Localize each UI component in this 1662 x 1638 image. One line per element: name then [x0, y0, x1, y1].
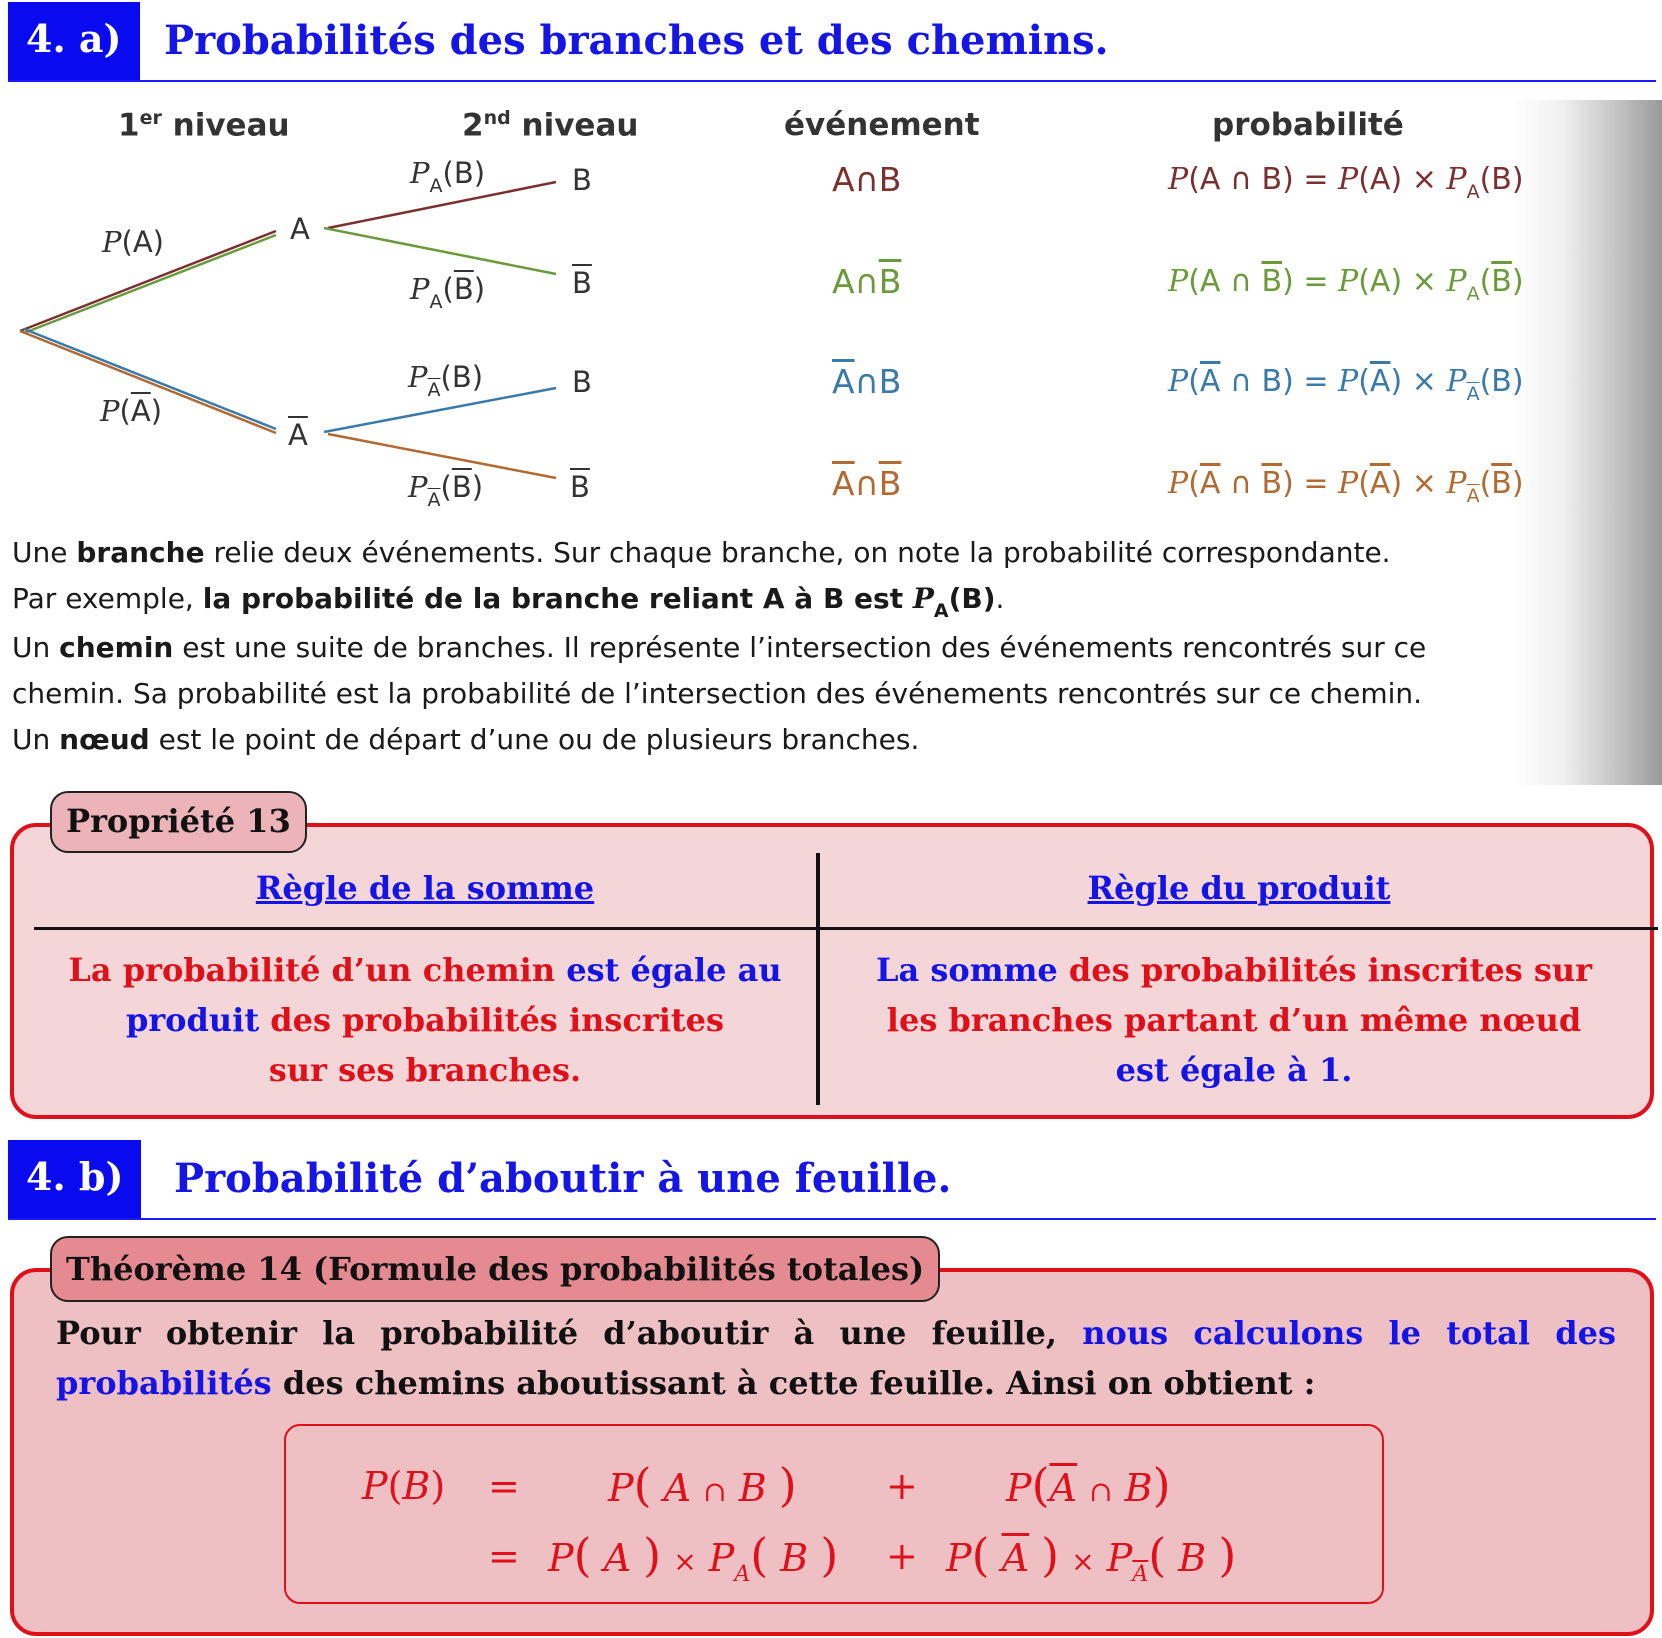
b: B: [1491, 162, 1512, 197]
t: La somme: [875, 951, 1058, 989]
b-bar: $\overline{B}$: [451, 470, 472, 504]
label-p-a-bar: [100, 394, 162, 428]
a-bar: $\overline{A}$: [1001, 1536, 1030, 1580]
open: (: [1479, 264, 1492, 299]
section-b-title: Probabilité d’aboutir à une feuille.: [174, 1155, 952, 1202]
t: des probabilités inscrites: [259, 1001, 725, 1039]
term-pabar-times-pabarb: [946, 1528, 1237, 1587]
t-bold: la probabilité de la branche reliant A à B est: [202, 582, 913, 615]
node-a: A: [290, 212, 310, 246]
sub-a: A: [734, 1562, 751, 1587]
label-pabar-b: [408, 360, 484, 401]
header-event: événement: [784, 107, 980, 143]
t: Un: [12, 723, 60, 756]
a-bar: $\overline{A}$: [1199, 466, 1221, 501]
para-line-5: [12, 717, 1632, 763]
p: P: [102, 225, 122, 259]
open: (: [1031, 1458, 1050, 1512]
times: ×: [1402, 466, 1447, 501]
cap: ∩: [1220, 264, 1262, 299]
event-abar-cap-bbar: [832, 464, 901, 503]
eq: =: [1293, 364, 1338, 399]
open: (: [1479, 364, 1492, 399]
t-bold: (B): [948, 582, 996, 615]
b: B: [738, 1466, 767, 1510]
t: Par exemple,: [12, 582, 203, 615]
ev-right: B: [878, 160, 902, 199]
node-b-2: B: [572, 365, 592, 399]
section-a-number: 4. a): [8, 2, 140, 80]
term-p-abar-cap-b: [1006, 1458, 1171, 1512]
event-abar-cap-b: [832, 362, 901, 401]
node-a-bar: $\overline{A}$: [288, 418, 308, 452]
label-p-a: [102, 225, 164, 259]
h1-sup: er: [139, 107, 162, 129]
p: P: [608, 1466, 634, 1510]
times: ×: [673, 1545, 697, 1578]
para-line-2: [12, 576, 1632, 625]
close: ): [473, 272, 486, 306]
open: (: [1479, 162, 1492, 197]
header-probability: probabilité: [1212, 107, 1404, 143]
p: P: [708, 1536, 735, 1580]
close: ): [1218, 1528, 1237, 1582]
p: P: [1006, 1466, 1032, 1510]
open: (: [387, 1464, 403, 1508]
h1-rest: niveau: [161, 107, 290, 144]
property-13-box: [10, 823, 1654, 1119]
b-bar: $\overline{B}$: [1261, 264, 1283, 299]
ev-op: ∩: [854, 262, 879, 301]
ev-left: $\overline{A}$: [832, 362, 855, 401]
para-line-1: [12, 530, 1632, 576]
p: P: [548, 1536, 574, 1580]
ev-right: $\overline{B}$: [878, 464, 902, 503]
t: sur ses branches.: [268, 1051, 582, 1089]
sub-a-bar: A: [427, 379, 441, 401]
p: P: [408, 470, 428, 504]
section-b-number: 4. b): [8, 1140, 141, 1218]
p: P: [1106, 1536, 1133, 1580]
sub-a: A: [1466, 181, 1480, 203]
label-pa-b-bar: [410, 272, 486, 313]
p: P: [1168, 162, 1189, 197]
p: P: [410, 272, 430, 306]
section-b-header: [8, 1140, 1656, 1220]
close: ): [1390, 364, 1403, 399]
event-a-cap-bbar: [832, 262, 901, 301]
p: P: [1446, 264, 1467, 299]
branch-a-bbar: [324, 228, 556, 274]
product-rule-text: [820, 945, 1648, 1095]
open: (: [1358, 364, 1370, 399]
cap: ∩: [1220, 162, 1262, 197]
h2-base: 2: [462, 107, 484, 144]
open: (: [1358, 162, 1370, 197]
ev-op: ∩: [854, 464, 879, 503]
b-bar: $\overline{B}$: [1261, 466, 1283, 501]
p: P: [1446, 162, 1467, 197]
cap: ∩: [1089, 1475, 1113, 1508]
paren-b: (B): [442, 156, 486, 190]
heading-rule: [34, 927, 1658, 930]
a: A: [1199, 264, 1221, 299]
label-pabar-b-bar: [408, 470, 484, 511]
probability-tree-figure: [0, 100, 1662, 785]
cap: ∩: [703, 1475, 727, 1508]
sub-a: A: [429, 291, 443, 313]
a-bar: $\overline{A}$: [130, 394, 151, 428]
open: (: [1358, 264, 1370, 299]
ev-op: ∩: [854, 160, 879, 199]
b: B: [402, 1464, 431, 1508]
ev-left: A: [832, 160, 855, 199]
theorem-statement: [56, 1308, 1616, 1408]
ev-left: $\overline{A}$: [832, 464, 855, 503]
close: ): [1511, 364, 1524, 399]
open: (: [1148, 1528, 1167, 1582]
p: P: [1446, 466, 1467, 501]
t: La probabilité d’un chemin: [68, 951, 567, 989]
t: est une suite de branches. Il représente l’intersection des événements rencontrés sur ce: [173, 631, 1427, 664]
a-bar: $\overline{A}$: [1199, 364, 1221, 399]
node-b-bar-1: $\overline{B}$: [572, 266, 592, 300]
paren-a: (A): [121, 225, 164, 259]
times: ×: [1071, 1545, 1095, 1578]
p: P: [1338, 364, 1359, 399]
b-bar: $\overline{B}$: [1491, 264, 1512, 299]
t: .: [995, 582, 1005, 615]
h2-sup: nd: [483, 107, 511, 129]
theorem-14-tag: Théorème 14 (Formule des probabilités totales): [50, 1236, 940, 1302]
t: Une: [12, 536, 77, 569]
b-bar: $\overline{B}$: [1491, 466, 1512, 501]
p: P: [946, 1536, 972, 1580]
sub-a-bar: A: [1132, 1562, 1149, 1587]
close: ): [150, 394, 163, 428]
t: relie deux événements. Sur chaque branche, on note la probabilité correspondante.: [204, 536, 1391, 569]
times: ×: [1402, 264, 1447, 299]
sum-rule-text: [34, 945, 816, 1095]
p: P: [1446, 364, 1467, 399]
term-pa-times-pab: [548, 1528, 839, 1587]
paren-b: (B): [440, 360, 484, 394]
t: des probabilités inscrites sur: [1057, 951, 1593, 989]
close: ): [1282, 264, 1294, 299]
sub-a: A: [1466, 283, 1480, 305]
p: P: [1168, 364, 1189, 399]
close: ): [820, 1528, 839, 1582]
open: (: [1188, 364, 1200, 399]
open: (: [573, 1528, 592, 1582]
b-bar: $\overline{B}$: [453, 272, 474, 306]
eq: =: [1293, 162, 1338, 197]
sub-a-bar: A: [427, 489, 441, 511]
plus-1: +: [886, 1464, 918, 1508]
b: B: [1261, 364, 1283, 399]
label-pa-b: [410, 156, 486, 197]
formula-abbar: [1168, 264, 1524, 305]
t: est égale à 1.: [1115, 1051, 1353, 1089]
event-a-cap-b: [832, 160, 901, 199]
close: ): [1041, 1528, 1060, 1582]
open: (: [1358, 466, 1370, 501]
times: ×: [1402, 162, 1447, 197]
ev-right: $\overline{B}$: [878, 262, 902, 301]
a-bar: $\overline{A}$: [1049, 1466, 1077, 1510]
open: (: [633, 1458, 652, 1512]
para-line-3: [12, 625, 1632, 671]
t: est égale au: [566, 951, 782, 989]
t: produit: [125, 1001, 260, 1039]
a-bar: $\overline{A}$: [1369, 466, 1391, 501]
p: P: [912, 582, 934, 615]
close: ): [471, 470, 484, 504]
close: ): [1152, 1458, 1171, 1512]
a: A: [663, 1466, 692, 1510]
close: ): [1511, 466, 1524, 501]
close: ): [1511, 162, 1524, 197]
open: (: [1188, 162, 1200, 197]
a: A: [1369, 264, 1391, 299]
b: B: [780, 1536, 809, 1580]
p: P: [1168, 264, 1189, 299]
formula-abarb: [1168, 364, 1524, 405]
p: P: [408, 360, 428, 394]
open: (: [119, 394, 131, 428]
p: P: [362, 1464, 388, 1508]
t: les branches partant d’un même nœud: [886, 1001, 1582, 1039]
close: ): [1390, 162, 1403, 197]
h1-base: 1: [118, 107, 140, 144]
node-b-1: B: [572, 163, 592, 197]
term-p-a-cap-b: [608, 1458, 797, 1512]
product-rule-heading: Règle du produit: [1087, 869, 1391, 907]
close: ): [1511, 264, 1524, 299]
total-probability-formula: [284, 1424, 1384, 1604]
cap: ∩: [1220, 364, 1262, 399]
section-a-header: [8, 2, 1656, 82]
ev-left: A: [832, 262, 855, 301]
a: A: [1199, 162, 1221, 197]
close: ): [1282, 364, 1294, 399]
sub-a: A: [429, 175, 443, 197]
close: ): [1282, 162, 1294, 197]
definitions-paragraph: [12, 530, 1632, 763]
t: est le point de départ d’une ou de plusieurs branches.: [149, 723, 920, 756]
header-level-1: [118, 107, 290, 143]
t: Un: [12, 631, 60, 664]
plus-2: +: [886, 1534, 918, 1578]
t: des chemins aboutissant à cette feuille. Ainsi on obtient :: [271, 1364, 1316, 1402]
open: (: [750, 1528, 769, 1582]
p: P: [1338, 466, 1359, 501]
h2-rest: niveau: [510, 107, 639, 144]
eq: =: [1293, 264, 1338, 299]
cap: ∩: [1220, 466, 1262, 501]
lhs-pb: [362, 1464, 445, 1508]
open: (: [971, 1528, 990, 1582]
term-chemin: chemin: [59, 631, 174, 664]
b: B: [1124, 1466, 1153, 1510]
p: P: [410, 156, 430, 190]
close: ): [430, 1464, 446, 1508]
sub: A: [933, 600, 949, 622]
close: ): [643, 1528, 662, 1582]
times: ×: [1402, 364, 1447, 399]
p: P: [100, 394, 120, 428]
close: ): [1282, 466, 1294, 501]
open: (: [1479, 466, 1492, 501]
a: A: [603, 1536, 632, 1580]
open: (: [440, 470, 452, 504]
p: P: [1338, 264, 1359, 299]
b: B: [1261, 162, 1283, 197]
p: P: [1338, 162, 1359, 197]
sum-rule-heading: Règle de la somme: [255, 869, 595, 907]
a-bar: $\overline{A}$: [1369, 364, 1391, 399]
t-blue: nous calculons le total des probabilités: [56, 1314, 1617, 1402]
section-a-title: Probabilités des branches et des chemins.: [164, 17, 1109, 64]
close: ): [1390, 466, 1403, 501]
open: (: [1188, 466, 1200, 501]
close: ): [778, 1458, 797, 1512]
property-13-tag: Propriété 13: [50, 791, 307, 853]
node-b-bar-2: $\overline{B}$: [570, 470, 590, 504]
eq: =: [1293, 466, 1338, 501]
b: B: [1491, 364, 1512, 399]
ev-op: ∩: [854, 362, 879, 401]
open: (: [1188, 264, 1200, 299]
close: ): [1390, 264, 1403, 299]
t: Pour obtenir la probabilité d’aboutir à une feuille,: [56, 1314, 1083, 1352]
eq-1: =: [488, 1464, 520, 1508]
header-level-2: [462, 107, 638, 143]
term-branche: branche: [76, 536, 205, 569]
term-noeud: nœud: [59, 723, 150, 756]
open: (: [442, 272, 454, 306]
ev-right: B: [878, 362, 902, 401]
sub-a-bar: A: [1466, 485, 1480, 507]
eq-2: =: [488, 1534, 520, 1578]
theorem-14-box: [10, 1268, 1654, 1636]
sub-a-bar: A: [1466, 383, 1480, 405]
b: B: [1178, 1536, 1207, 1580]
a: A: [1369, 162, 1391, 197]
formula-abarbbar: [1168, 466, 1524, 507]
formula-ab: [1168, 162, 1524, 203]
p: P: [1168, 466, 1189, 501]
para-line-4: chemin. Sa probabilité est la probabilité de l’intersection des événements rencontrés sur ce chemin.: [12, 677, 1423, 710]
